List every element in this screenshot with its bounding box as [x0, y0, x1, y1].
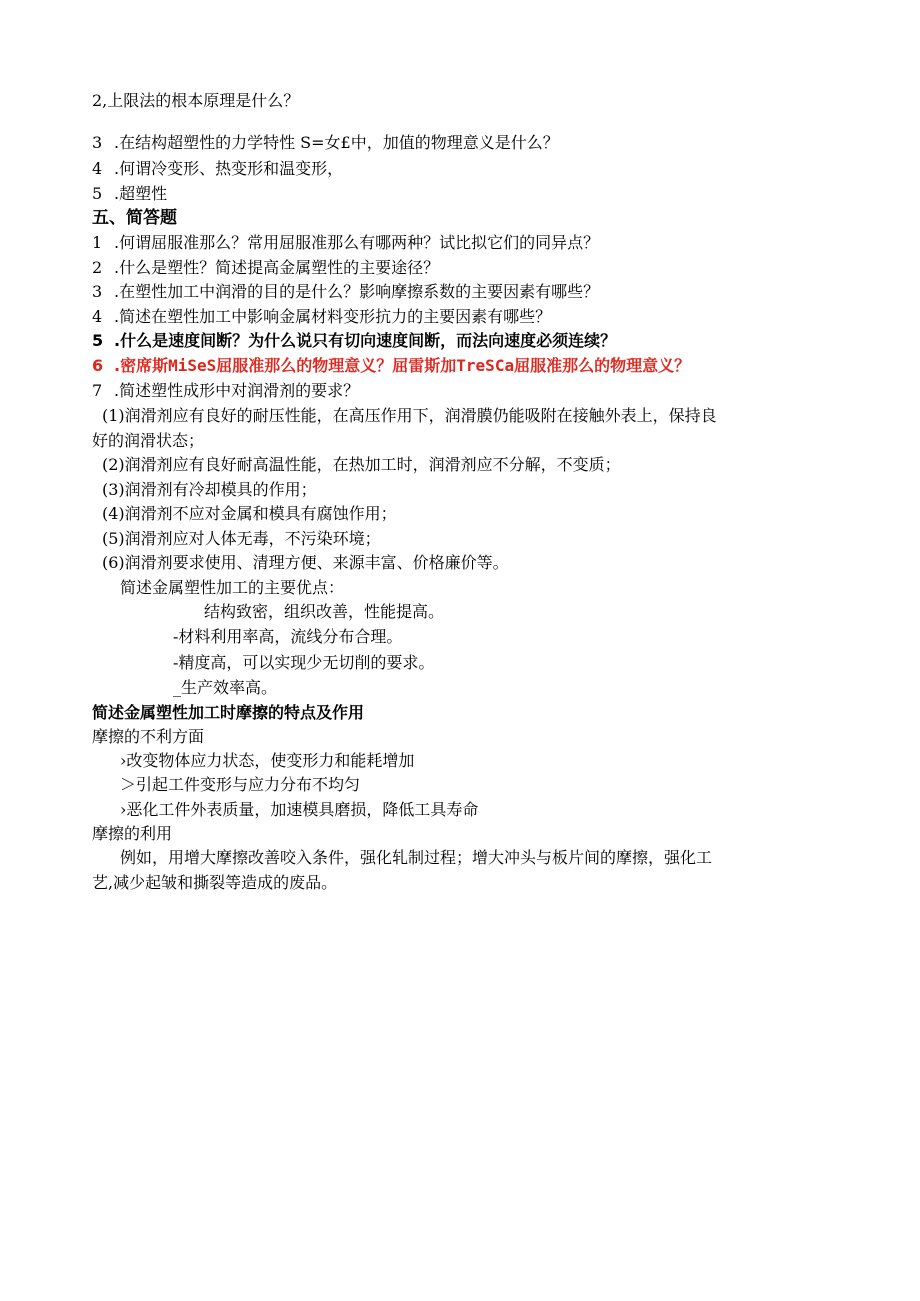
item-number: 7	[92, 381, 103, 400]
advantage-item-4: _生产效率高。	[173, 678, 278, 697]
item-text: .简述塑性成形中对润滑剂的要求？	[114, 381, 360, 400]
lubricant-req-1: (1)润滑剂应有良好的耐压性能，在高压作用下，润滑膜仍能吸附在接触外表上，保持良	[102, 406, 717, 425]
item-text-part: 屈服准那么的物理意义？屈雷斯加	[216, 356, 457, 375]
advantage-item-2: -材料利用率高，流线分布合理。	[173, 627, 403, 646]
short-answer-item-2	[92, 256, 439, 280]
tresca-term: TreSCa	[456, 356, 515, 375]
item-text: .简述在塑性加工中影响金属材料变形抗力的主要因素有哪些？	[114, 307, 552, 326]
item-text-part: 屈服准那么的物理意义？	[514, 356, 691, 375]
lubricant-req-2: (2)润滑剂应有良好耐高温性能，在热加工时，润滑剂应不分解，不变质；	[102, 455, 621, 474]
advantages-title: 简述金属塑性加工的主要优点：	[120, 578, 345, 597]
short-answer-item-5	[92, 329, 616, 353]
advantage-item-3: -精度高，可以实现少无切削的要求。	[173, 653, 435, 672]
question-text: .何谓冷变形、热变形和温变形，	[114, 159, 344, 178]
friction-disadvantages-title: 摩擦的不利方面	[92, 727, 205, 746]
question-number: 4	[92, 159, 103, 178]
section-heading-short-answer: 五、简答题	[92, 208, 177, 228]
question-number: 5	[92, 184, 103, 203]
item-number: 6	[92, 356, 104, 375]
question-3	[92, 131, 559, 155]
item-number: 4	[92, 307, 103, 326]
item-text: .何谓屈服准那么？常用屈服准那么有哪两种？试比拟它们的同异点？	[114, 233, 600, 252]
friction-disadvantage-3: ›恶化工件外表质量，加速模具磨损，降低工具寿命	[120, 800, 479, 819]
lubricant-req-6: (6)润滑剂要求使用、清理方便、来源丰富、价格廉价等。	[102, 553, 509, 572]
short-answer-item-4	[92, 305, 551, 329]
item-number: 2	[92, 258, 103, 277]
friction-disadvantage-1: ›改变物体应力状态，使变形力和能耗增加	[120, 751, 415, 770]
friction-disadvantage-2: ＞引起工件变形与应力分布不均匀	[120, 775, 361, 794]
friction-heading: 简述金属塑性加工时摩擦的特点及作用	[92, 703, 365, 722]
question-text: .在结构超塑性的力学特性 S=女£中，加值的物理意义是什么？	[114, 133, 559, 152]
item-text: .什么是速度间断？为什么说只有切向速度间断，而法向速度必须连续？	[114, 331, 617, 350]
question-4	[92, 157, 343, 181]
lubricant-req-5: (5)润滑剂应对人体无毒，不污染环境；	[102, 529, 381, 548]
item-number: 1	[92, 233, 103, 252]
short-answer-item-6	[92, 354, 690, 378]
friction-use-title: 摩擦的利用	[92, 824, 173, 843]
question-5	[92, 182, 167, 206]
short-answer-item-7	[92, 379, 359, 403]
question-text: 上限法的根本原理是什么？	[107, 91, 300, 110]
question-text: .超塑性	[114, 184, 168, 203]
item-text: .在塑性加工中润滑的目的是什么？影响摩擦系数的主要因素有哪些？	[114, 282, 600, 301]
short-answer-item-1	[92, 231, 599, 255]
mises-term: MiSeS	[168, 356, 217, 375]
question-number: 2,	[92, 91, 108, 110]
lubricant-req-4: (4)润滑剂不应对金属和模具有腐蚀作用；	[102, 504, 397, 523]
lubricant-req-3: (3)润滑剂有冷却模具的作用；	[102, 480, 317, 499]
advantage-item-1: 结构致密，组织改善，性能提高。	[204, 602, 445, 621]
question-2	[92, 89, 299, 113]
item-text: .什么是塑性？简述提高金属塑性的主要途径？	[114, 258, 440, 277]
item-number: 3	[92, 282, 103, 301]
item-text-part: .密席斯	[114, 356, 169, 375]
friction-use-text-1: 例如，用增大摩擦改善咬入条件，强化轧制过程；增大冲头与板片间的摩擦，强化工	[120, 848, 713, 867]
lubricant-req-1-cont: 好的润滑状态；	[92, 431, 205, 450]
short-answer-item-3	[92, 280, 599, 304]
friction-use-text-2: 艺,减少起皱和撕裂等造成的废品。	[92, 873, 338, 892]
item-number: 5	[92, 331, 104, 350]
question-number: 3	[92, 133, 103, 152]
